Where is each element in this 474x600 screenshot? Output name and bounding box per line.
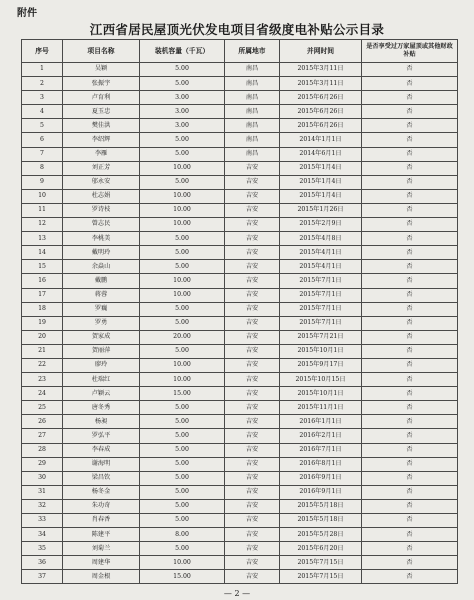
cell-capacity: 5.00 [140,457,225,471]
cell-other-subsidy: 否 [362,175,458,189]
cell-name: 戴明玲 [63,246,140,260]
cell-index: 9 [22,175,63,189]
cell-location: 吉安 [225,260,280,274]
cell-name: 杨冬金 [63,485,140,499]
cell-grid-time: 2015年1月26日 [280,203,362,217]
cell-name: 罗诗枝 [63,203,140,217]
cell-capacity: 5.00 [140,77,225,91]
cell-grid-time: 2016年1月1日 [280,415,362,429]
cell-grid-time: 2014年1月1日 [280,133,362,147]
cell-other-subsidy: 否 [362,358,458,372]
cell-other-subsidy: 否 [362,316,458,330]
cell-name: 戴鹏 [63,274,140,288]
cell-index: 34 [22,528,63,542]
table-row [22,63,458,77]
cell-capacity: 10.00 [140,203,225,217]
cell-index: 25 [22,401,63,415]
cell-index: 11 [22,203,63,217]
cell-other-subsidy: 否 [362,344,458,358]
cell-index: 31 [22,485,63,499]
table-row [22,415,458,429]
cell-location: 吉安 [225,330,280,344]
cell-location: 吉安 [225,358,280,372]
cell-capacity: 10.00 [140,358,225,372]
header-grid-time: 并网时间 [280,40,362,63]
table-row [22,471,458,485]
cell-name: 卢育利 [63,91,140,105]
cell-grid-time: 2014年6月1日 [280,147,362,161]
table-row [22,387,458,401]
table-row [22,203,458,217]
cell-index: 27 [22,429,63,443]
cell-other-subsidy: 否 [362,246,458,260]
cell-location: 南昌 [225,105,280,119]
cell-other-subsidy: 否 [362,232,458,246]
cell-index: 14 [22,246,63,260]
cell-other-subsidy: 否 [362,161,458,175]
cell-grid-time: 2015年6月26日 [280,105,362,119]
cell-grid-time: 2015年10月1日 [280,344,362,358]
cell-grid-time: 2015年1月4日 [280,161,362,175]
cell-index: 23 [22,373,63,387]
document-title: 江西省居民屋顶光伏发电项目省级度电补贴公示目录 [89,22,385,37]
cell-other-subsidy: 否 [362,105,458,119]
cell-name: 李雁 [63,147,140,161]
cell-location: 吉安 [225,542,280,556]
table-row [22,232,458,246]
cell-name: 贺丽萍 [63,344,140,358]
cell-capacity: 5.00 [140,471,225,485]
cell-name: 唐冬秀 [63,401,140,415]
cell-index: 36 [22,556,63,570]
header-capacity: 装机容量（千瓦） [140,40,225,63]
header-location: 所属地市 [225,40,280,63]
cell-location: 吉安 [225,401,280,415]
cell-index: 30 [22,471,63,485]
cell-other-subsidy: 否 [362,429,458,443]
cell-grid-time: 2015年7月15日 [280,556,362,570]
cell-index: 26 [22,415,63,429]
cell-grid-time: 2016年9月1日 [280,471,362,485]
cell-location: 吉安 [225,429,280,443]
cell-capacity: 5.00 [140,246,225,260]
cell-capacity: 10.00 [140,161,225,175]
cell-location: 吉安 [225,415,280,429]
cell-capacity: 10.00 [140,274,225,288]
cell-index: 18 [22,302,63,316]
cell-index: 17 [22,288,63,302]
attachment-label: 附件 [17,8,37,19]
cell-index: 13 [22,232,63,246]
cell-location: 吉安 [225,457,280,471]
table-row [22,133,458,147]
cell-other-subsidy: 否 [362,203,458,217]
cell-location: 吉安 [225,288,280,302]
cell-name: 周金根 [63,570,140,584]
cell-index: 2 [22,77,63,91]
table-row [22,344,458,358]
cell-capacity: 15.00 [140,570,225,584]
cell-index: 29 [22,457,63,471]
table-row [22,330,458,344]
table-row [22,542,458,556]
cell-capacity: 5.00 [140,260,225,274]
cell-grid-time: 2016年8月1日 [280,457,362,471]
table-row [22,556,458,570]
cell-location: 南昌 [225,63,280,77]
cell-capacity: 10.00 [140,556,225,570]
cell-grid-time: 2016年2月1日 [280,429,362,443]
cell-name: 谢海明 [63,457,140,471]
cell-location: 吉安 [225,443,280,457]
cell-other-subsidy: 否 [362,401,458,415]
cell-location: 南昌 [225,133,280,147]
cell-other-subsidy: 否 [362,302,458,316]
cell-name: 李春成 [63,443,140,457]
cell-name: 杨昶 [63,415,140,429]
cell-index: 32 [22,499,63,513]
cell-grid-time: 2015年10月1日 [280,387,362,401]
cell-other-subsidy: 否 [362,457,458,471]
cell-name: 刘菊兰 [63,542,140,556]
cell-index: 19 [22,316,63,330]
cell-capacity: 5.00 [140,443,225,457]
cell-name: 罗弘平 [63,429,140,443]
cell-other-subsidy: 否 [362,499,458,513]
cell-capacity: 5.00 [140,316,225,330]
cell-grid-time: 2015年5月18日 [280,514,362,528]
cell-capacity: 10.00 [140,218,225,232]
cell-name: 梁昌钦 [63,471,140,485]
table-row [22,218,458,232]
cell-location: 吉安 [225,203,280,217]
cell-grid-time: 2015年4月1日 [280,260,362,274]
cell-capacity: 5.00 [140,514,225,528]
cell-other-subsidy: 否 [362,189,458,203]
table-row [22,358,458,372]
cell-location: 吉安 [225,499,280,513]
cell-location: 南昌 [225,147,280,161]
cell-index: 20 [22,330,63,344]
cell-name: 杜志娟 [63,189,140,203]
cell-grid-time: 2015年6月26日 [280,91,362,105]
cell-other-subsidy: 否 [362,218,458,232]
cell-other-subsidy: 否 [362,77,458,91]
table-row [22,302,458,316]
cell-name: 陈建平 [63,528,140,542]
cell-name: 李绍辉 [63,133,140,147]
cell-grid-time: 2015年7月21日 [280,330,362,344]
cell-capacity: 15.00 [140,387,225,401]
cell-capacity: 8.00 [140,528,225,542]
cell-location: 吉安 [225,387,280,401]
table-row [22,246,458,260]
cell-capacity: 5.00 [140,302,225,316]
cell-capacity: 5.00 [140,175,225,189]
header-index: 序号 [22,40,63,63]
table-row [22,499,458,513]
cell-name: 罗巍 [63,302,140,316]
cell-location: 吉安 [225,528,280,542]
cell-other-subsidy: 否 [362,133,458,147]
table-row [22,119,458,133]
cell-index: 21 [22,344,63,358]
table-row [22,91,458,105]
cell-name: 朱功奇 [63,499,140,513]
table-row [22,528,458,542]
table-row [22,570,458,584]
cell-location: 吉安 [225,218,280,232]
cell-capacity: 5.00 [140,344,225,358]
cell-name: 卢颖云 [63,387,140,401]
table-row [22,105,458,119]
cell-grid-time: 2015年4月1日 [280,246,362,260]
cell-other-subsidy: 否 [362,471,458,485]
cell-other-subsidy: 否 [362,330,458,344]
cell-name: 李桃美 [63,232,140,246]
cell-capacity: 5.00 [140,401,225,415]
cell-capacity: 20.00 [140,330,225,344]
cell-grid-time: 2015年1月4日 [280,189,362,203]
cell-name: 曾志民 [63,218,140,232]
cell-index: 12 [22,218,63,232]
cell-capacity: 3.00 [140,91,225,105]
cell-other-subsidy: 否 [362,570,458,584]
cell-location: 吉安 [225,471,280,485]
cell-index: 24 [22,387,63,401]
cell-grid-time: 2015年7月1日 [280,288,362,302]
header-name: 项目名称 [63,40,140,63]
cell-location: 吉安 [225,485,280,499]
cell-grid-time: 2015年3月11日 [280,77,362,91]
cell-grid-time: 2015年1月4日 [280,175,362,189]
cell-grid-time: 2015年3月11日 [280,63,362,77]
table-row [22,316,458,330]
cell-other-subsidy: 否 [362,119,458,133]
cell-grid-time: 2015年4月8日 [280,232,362,246]
cell-capacity: 10.00 [140,373,225,387]
cell-grid-time: 2015年6月26日 [280,119,362,133]
cell-capacity: 5.00 [140,147,225,161]
cell-capacity: 5.00 [140,415,225,429]
cell-location: 南昌 [225,119,280,133]
table-row [22,274,458,288]
cell-location: 吉安 [225,316,280,330]
table-row [22,457,458,471]
cell-name: 吴颖 [63,63,140,77]
cell-grid-time: 2015年7月15日 [280,570,362,584]
cell-other-subsidy: 否 [362,485,458,499]
cell-grid-time: 2015年7月1日 [280,274,362,288]
cell-location: 吉安 [225,556,280,570]
cell-index: 6 [22,133,63,147]
cell-other-subsidy: 否 [362,415,458,429]
table-row [22,147,458,161]
cell-grid-time: 2015年6月20日 [280,542,362,556]
table-row [22,260,458,274]
table-row [22,373,458,387]
cell-name: 刘正芳 [63,161,140,175]
table-row [22,485,458,499]
cell-name: 邬永安 [63,175,140,189]
table-row [22,77,458,91]
table-row [22,175,458,189]
cell-index: 5 [22,119,63,133]
cell-name: 贺家成 [63,330,140,344]
cell-other-subsidy: 否 [362,556,458,570]
cell-other-subsidy: 否 [362,373,458,387]
cell-capacity: 3.00 [140,105,225,119]
cell-name: 周建华 [63,556,140,570]
subsidy-table [21,39,458,584]
cell-index: 35 [22,542,63,556]
cell-capacity: 5.00 [140,232,225,246]
cell-other-subsidy: 否 [362,288,458,302]
cell-other-subsidy: 否 [362,387,458,401]
page-number: — 2 — [223,589,251,598]
cell-index: 33 [22,514,63,528]
cell-grid-time: 2015年10月15日 [280,373,362,387]
cell-capacity: 3.00 [140,119,225,133]
cell-index: 1 [22,63,63,77]
table-row [22,288,458,302]
cell-grid-time: 2016年7月1日 [280,443,362,457]
cell-name: 蒋蓉 [63,288,140,302]
cell-capacity: 10.00 [140,189,225,203]
cell-index: 22 [22,358,63,372]
cell-location: 吉安 [225,175,280,189]
cell-index: 3 [22,91,63,105]
cell-grid-time: 2015年5月28日 [280,528,362,542]
cell-index: 37 [22,570,63,584]
cell-location: 吉安 [225,246,280,260]
cell-index: 4 [22,105,63,119]
cell-capacity: 10.00 [140,288,225,302]
cell-grid-time: 2015年9月17日 [280,358,362,372]
cell-capacity: 5.00 [140,429,225,443]
cell-name: 罗勇 [63,316,140,330]
cell-capacity: 5.00 [140,133,225,147]
cell-grid-time: 2016年9月1日 [280,485,362,499]
cell-other-subsidy: 否 [362,260,458,274]
cell-other-subsidy: 否 [362,443,458,457]
cell-grid-time: 2015年11月1日 [280,401,362,415]
cell-other-subsidy: 否 [362,147,458,161]
table-row [22,429,458,443]
cell-location: 吉安 [225,232,280,246]
cell-capacity: 5.00 [140,499,225,513]
table-row [22,189,458,203]
table-header-row [22,40,458,63]
cell-capacity: 5.00 [140,485,225,499]
cell-name: 张振宇 [63,77,140,91]
cell-capacity: 5.00 [140,63,225,77]
cell-name: 廖玲 [63,358,140,372]
cell-index: 10 [22,189,63,203]
cell-location: 吉安 [225,514,280,528]
header-other-subsidy: 是否享受过万家屋顶或其他财政补贴 [362,40,458,63]
table-row [22,514,458,528]
cell-other-subsidy: 否 [362,528,458,542]
table-row [22,443,458,457]
cell-other-subsidy: 否 [362,91,458,105]
cell-location: 吉安 [225,373,280,387]
table-row [22,161,458,175]
cell-index: 7 [22,147,63,161]
cell-name: 肖春香 [63,514,140,528]
table-row [22,401,458,415]
cell-other-subsidy: 否 [362,542,458,556]
cell-index: 28 [22,443,63,457]
cell-name: 余焱山 [63,260,140,274]
cell-other-subsidy: 否 [362,274,458,288]
cell-other-subsidy: 否 [362,514,458,528]
cell-location: 吉安 [225,302,280,316]
cell-grid-time: 2015年5月18日 [280,499,362,513]
cell-grid-time: 2015年7月1日 [280,316,362,330]
cell-other-subsidy: 否 [362,63,458,77]
cell-name: 杜瑞红 [63,373,140,387]
cell-index: 15 [22,260,63,274]
cell-name: 夏玉忠 [63,105,140,119]
cell-location: 吉安 [225,189,280,203]
cell-location: 吉安 [225,344,280,358]
cell-grid-time: 2015年2月9日 [280,218,362,232]
cell-index: 8 [22,161,63,175]
cell-index: 16 [22,274,63,288]
cell-capacity: 5.00 [140,542,225,556]
cell-name: 樊佳洪 [63,119,140,133]
table-body [22,63,458,584]
cell-location: 吉安 [225,570,280,584]
cell-grid-time: 2015年7月1日 [280,302,362,316]
cell-location: 南昌 [225,91,280,105]
cell-location: 南昌 [225,77,280,91]
cell-location: 吉安 [225,161,280,175]
cell-location: 吉安 [225,274,280,288]
